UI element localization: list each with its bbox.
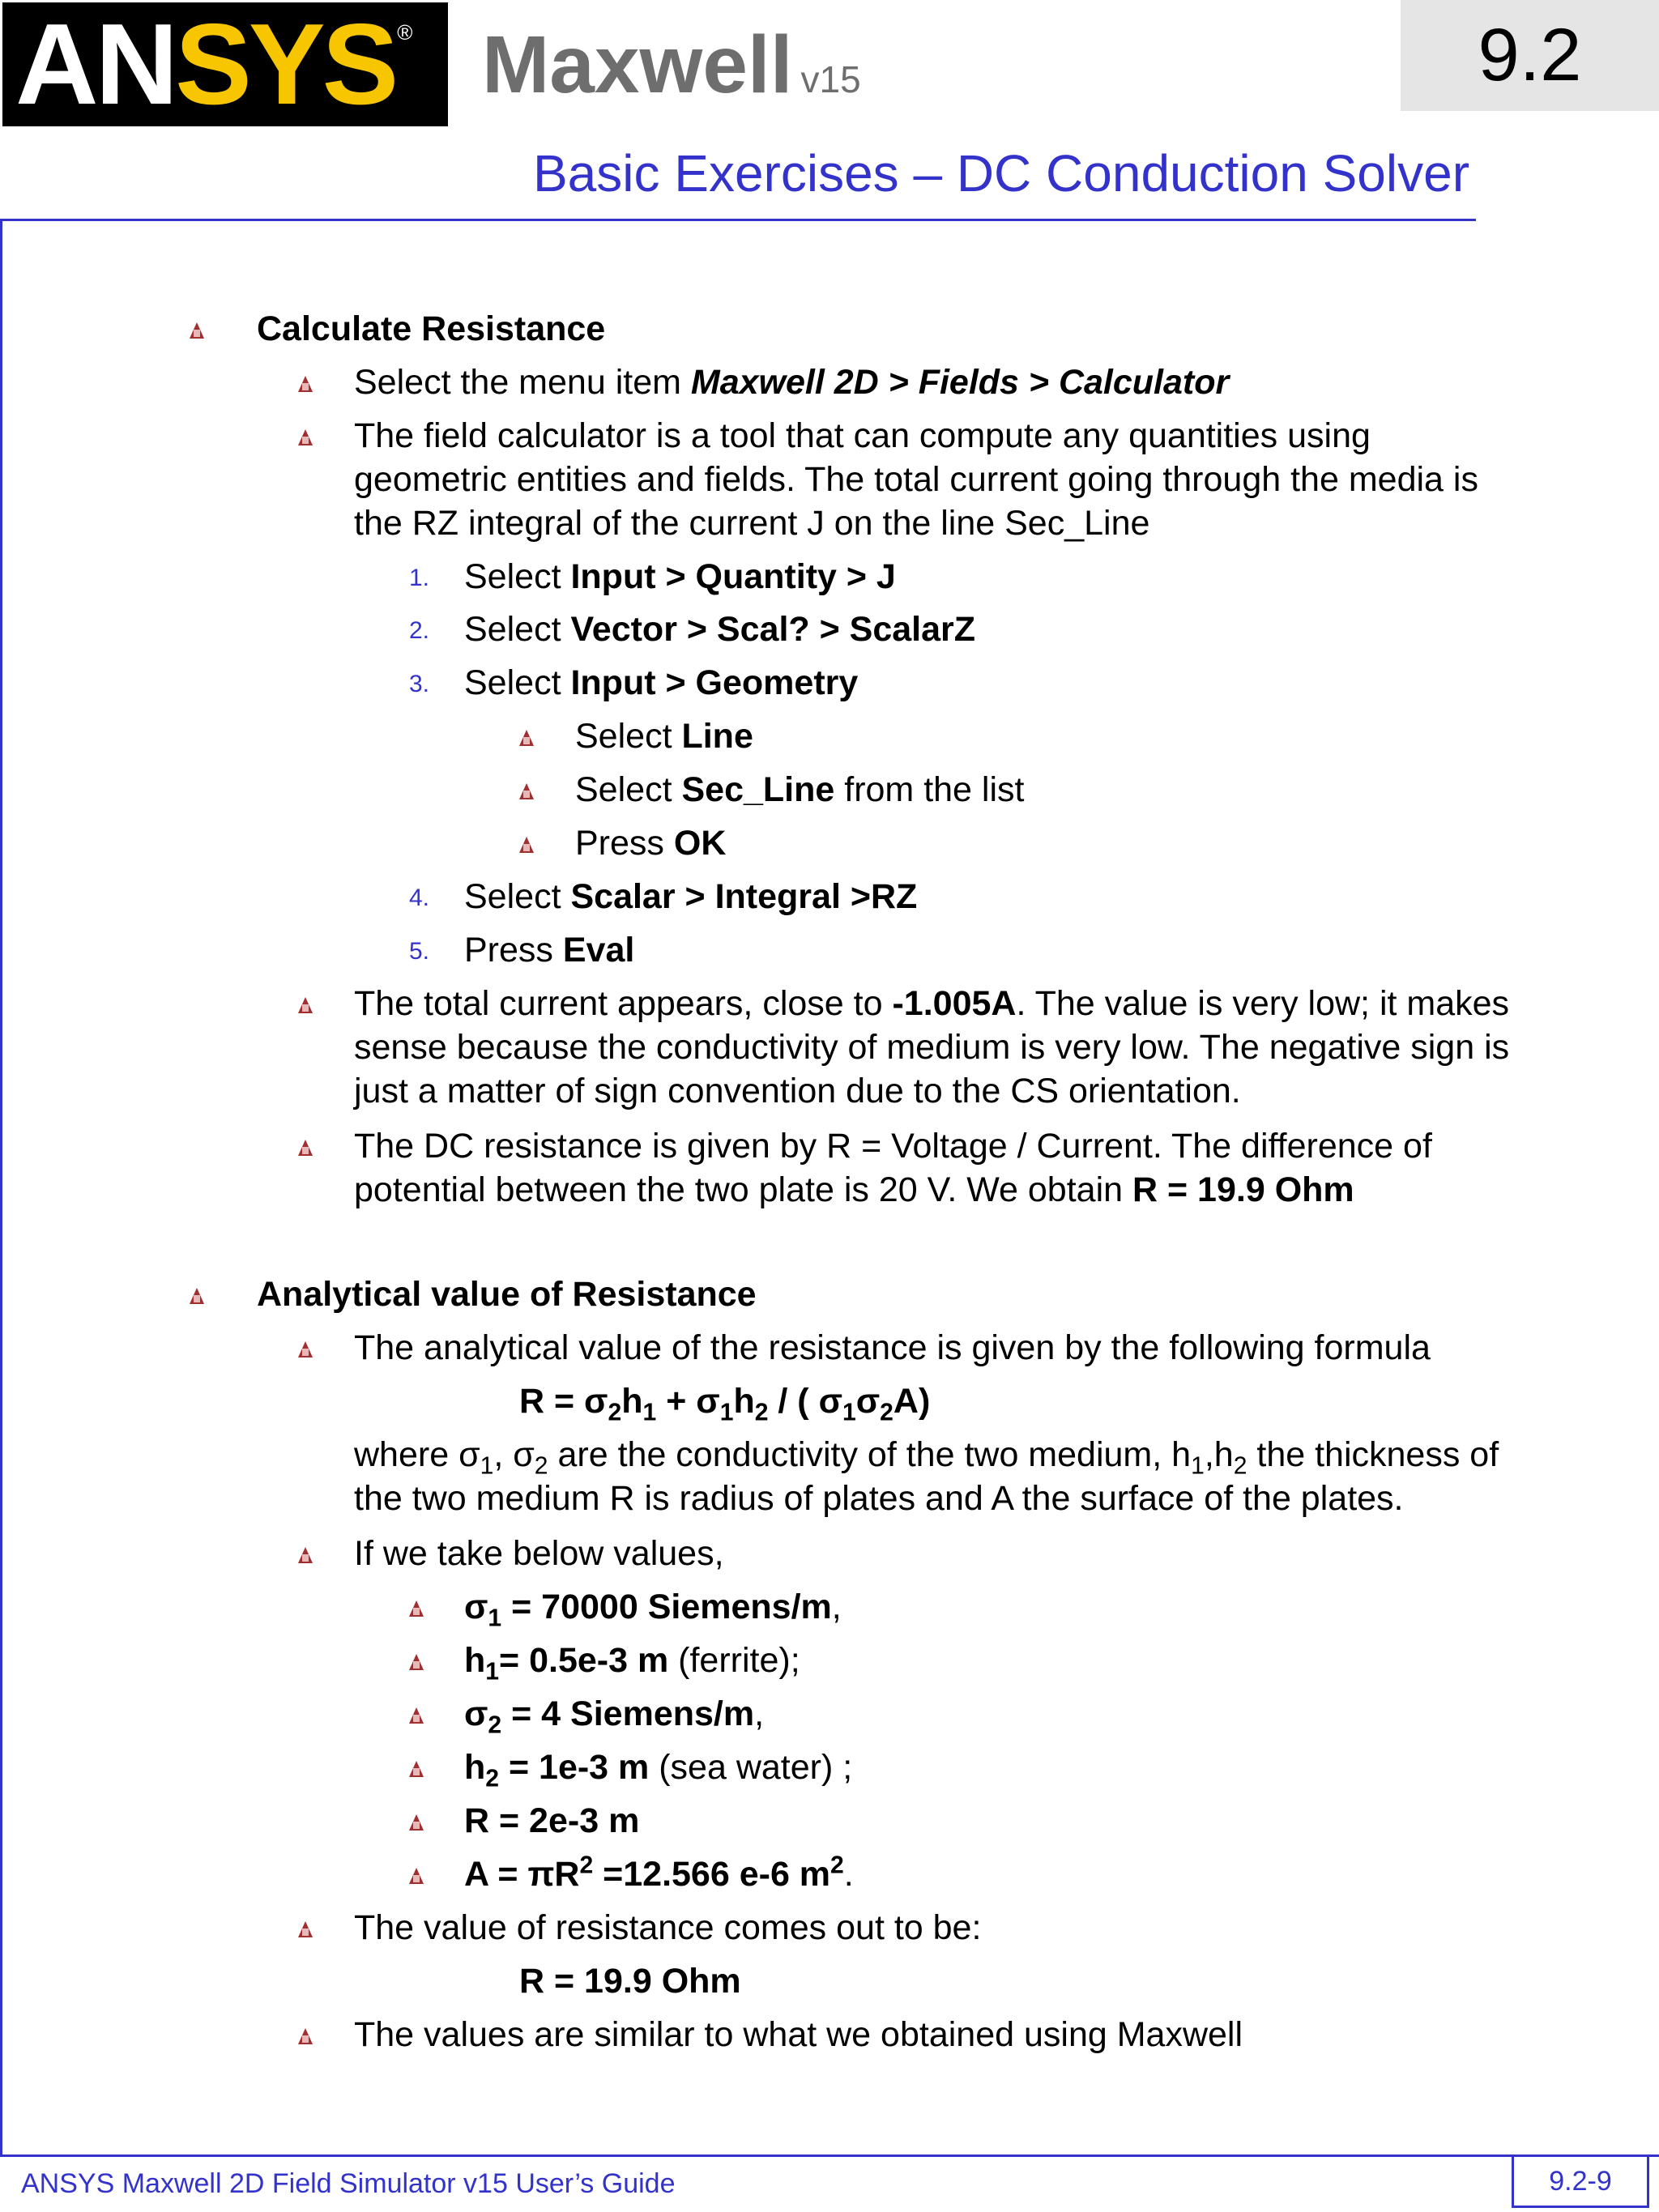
text-bold: h bbox=[464, 1748, 486, 1787]
text: Press bbox=[575, 824, 674, 863]
where-line-1 bbox=[354, 1433, 1499, 1480]
text: h bbox=[733, 1382, 755, 1421]
text-bold: OK bbox=[673, 824, 727, 863]
page-title: Basic Exercises – DC Conduction Solver bbox=[532, 144, 1469, 202]
subscript: 2 bbox=[880, 1399, 893, 1426]
footer-guide-title: ANSYS Maxwell 2D Field Simulator v15 User’s Guide bbox=[21, 2168, 676, 2199]
step-5 bbox=[464, 928, 634, 972]
subscript: 1 bbox=[1191, 1452, 1205, 1480]
logo-text-an: AN bbox=[15, 0, 176, 129]
text: Select bbox=[464, 610, 571, 649]
step-4 bbox=[464, 875, 917, 918]
text: (sea water) ; bbox=[649, 1748, 853, 1787]
text: . bbox=[843, 1855, 854, 1894]
text: the thickness of bbox=[1247, 1435, 1499, 1474]
text-bold: σ bbox=[464, 1694, 488, 1733]
text-bold: = 1e-3 m bbox=[499, 1748, 650, 1787]
list-item-menu bbox=[354, 360, 1229, 404]
substep-line bbox=[575, 714, 753, 758]
subscript: 1 bbox=[842, 1399, 856, 1426]
text-bold: R = 19.9 Ohm bbox=[1132, 1170, 1354, 1209]
formula-intro: The analytical value of the resistance is given by the following formula bbox=[354, 1328, 1431, 1367]
text: The total current appears, close to bbox=[354, 984, 893, 1023]
calc-desc-line-1: The field calculator is a tool that can compute any quantities using bbox=[354, 416, 1371, 455]
product-version: v15 bbox=[800, 58, 861, 100]
step-3 bbox=[464, 661, 858, 705]
subscript: 2 bbox=[485, 1765, 500, 1792]
step-2 bbox=[464, 607, 975, 651]
value-area bbox=[464, 1852, 854, 1896]
text: , bbox=[831, 1588, 842, 1626]
frame-top-rule bbox=[0, 219, 1476, 221]
step-number: 3. bbox=[409, 671, 430, 697]
text: , bbox=[754, 1694, 765, 1733]
ansys-logo bbox=[2, 0, 448, 129]
text-bold: σ bbox=[464, 1588, 488, 1626]
chapter-number: 9.2 bbox=[1401, 0, 1659, 111]
text: (ferrite); bbox=[668, 1641, 800, 1680]
calc-desc-line-3: the RZ integral of the current J on the line Sec_Line bbox=[354, 504, 1150, 543]
subscript: 1 bbox=[480, 1452, 494, 1480]
product-name bbox=[482, 19, 861, 110]
substep-sec-line bbox=[575, 768, 1024, 812]
text: Select bbox=[575, 770, 682, 809]
text-bold: = 4 Siemens/m bbox=[501, 1694, 755, 1733]
text-bold: Scalar > Integral >RZ bbox=[570, 877, 918, 916]
value-h1 bbox=[464, 1639, 800, 1686]
where-line-2: the two medium R is radius of plates and A the surface of the plates. bbox=[354, 1479, 1404, 1518]
current-line-1 bbox=[354, 982, 1509, 1025]
subscript: 2 bbox=[534, 1452, 548, 1480]
section-heading-analytical-value: Analytical value of Resistance bbox=[257, 1275, 757, 1314]
text-bold: Input > Geometry bbox=[570, 663, 859, 702]
step-number: 1. bbox=[409, 565, 430, 591]
resistance-line-2 bbox=[354, 1168, 1354, 1212]
superscript: 2 bbox=[579, 1852, 594, 1879]
text-bold: Line bbox=[681, 717, 753, 756]
superscript: 2 bbox=[830, 1852, 844, 1879]
resistance-line-1: The DC resistance is given by R = Voltage / Current. The difference of bbox=[354, 1127, 1432, 1166]
page-number: 9.2-9 bbox=[1512, 2154, 1649, 2208]
frame-left-rule bbox=[0, 219, 2, 2157]
text-bold: Sec_Line bbox=[681, 770, 835, 809]
text-bold: =12.566 e-6 m bbox=[593, 1855, 831, 1894]
text: Select the menu item bbox=[354, 363, 691, 402]
text: Select bbox=[575, 717, 682, 756]
subscript: 1 bbox=[642, 1399, 657, 1426]
step-number: 2. bbox=[409, 617, 430, 644]
text: from the list bbox=[834, 770, 1025, 809]
result-intro: The value of resistance comes out to be: bbox=[354, 1908, 982, 1947]
result-value: R = 19.9 Ohm bbox=[519, 1962, 741, 2001]
text: h bbox=[621, 1382, 643, 1421]
subscript: 1 bbox=[485, 1658, 500, 1686]
text: Select bbox=[464, 557, 571, 596]
text: Select bbox=[464, 877, 571, 916]
subscript: 2 bbox=[1233, 1452, 1247, 1480]
frame-bottom-rule bbox=[0, 2154, 1659, 2157]
step-number: 5. bbox=[409, 938, 430, 965]
text: R = σ bbox=[519, 1382, 608, 1421]
text-bold: A = πR bbox=[464, 1855, 580, 1894]
registered-mark: ® bbox=[397, 20, 413, 45]
values-intro: If we take below values, bbox=[354, 1534, 724, 1573]
text: Press bbox=[464, 931, 563, 970]
text: ,h bbox=[1204, 1435, 1234, 1474]
text-bold: = 70000 Siemens/m bbox=[501, 1588, 832, 1626]
product-title: Maxwell bbox=[482, 19, 793, 110]
text: σ bbox=[855, 1382, 881, 1421]
step-1 bbox=[464, 555, 896, 599]
text: A) bbox=[893, 1382, 931, 1421]
calc-desc-line-2: geometric entities and fields. The total current going through the media is bbox=[354, 460, 1478, 499]
value-sigma2 bbox=[464, 1692, 765, 1739]
subscript: 2 bbox=[754, 1399, 769, 1426]
logo-text-sys: SYS bbox=[175, 0, 396, 129]
menu-path: Maxwell 2D > Fields > Calculator bbox=[690, 363, 1230, 402]
section-heading-calculate-resistance: Calculate Resistance bbox=[257, 309, 606, 348]
text: . The value is very low; it makes bbox=[1016, 984, 1510, 1023]
current-line-2: sense because the conductivity of medium is very low. The negative sign is bbox=[354, 1028, 1510, 1067]
value-r: R = 2e-3 m bbox=[464, 1801, 640, 1840]
text: are the conductivity of the two medium, h bbox=[548, 1435, 1192, 1474]
subscript: 1 bbox=[719, 1399, 734, 1426]
text-bold: Vector > Scal? > ScalarZ bbox=[570, 610, 976, 649]
subscript: 2 bbox=[608, 1399, 622, 1426]
text-bold: h bbox=[464, 1641, 486, 1680]
value-sigma1 bbox=[464, 1585, 842, 1632]
text: , σ bbox=[493, 1435, 535, 1474]
text-bold: Eval bbox=[562, 931, 635, 970]
text: / ( σ bbox=[768, 1382, 842, 1421]
subscript: 2 bbox=[488, 1711, 502, 1739]
substep-ok bbox=[575, 821, 726, 865]
text: + σ bbox=[656, 1382, 720, 1421]
subscript: 1 bbox=[488, 1605, 502, 1632]
text-bold: = 0.5e-3 m bbox=[499, 1641, 669, 1680]
value-h2 bbox=[464, 1745, 853, 1792]
text: where σ bbox=[354, 1435, 480, 1474]
formula bbox=[519, 1379, 931, 1426]
text-bold: Input > Quantity > J bbox=[570, 557, 896, 596]
current-line-3: just a matter of sign convention due to the CS orientation. bbox=[354, 1072, 1241, 1110]
text: potential between the two plate is 20 V. We obtain bbox=[354, 1170, 1132, 1209]
text-bold: -1.005A bbox=[892, 984, 1017, 1023]
step-number: 4. bbox=[409, 884, 430, 911]
closing-line: The values are similar to what we obtained using Maxwell bbox=[354, 2015, 1243, 2054]
text: Select bbox=[464, 663, 571, 702]
